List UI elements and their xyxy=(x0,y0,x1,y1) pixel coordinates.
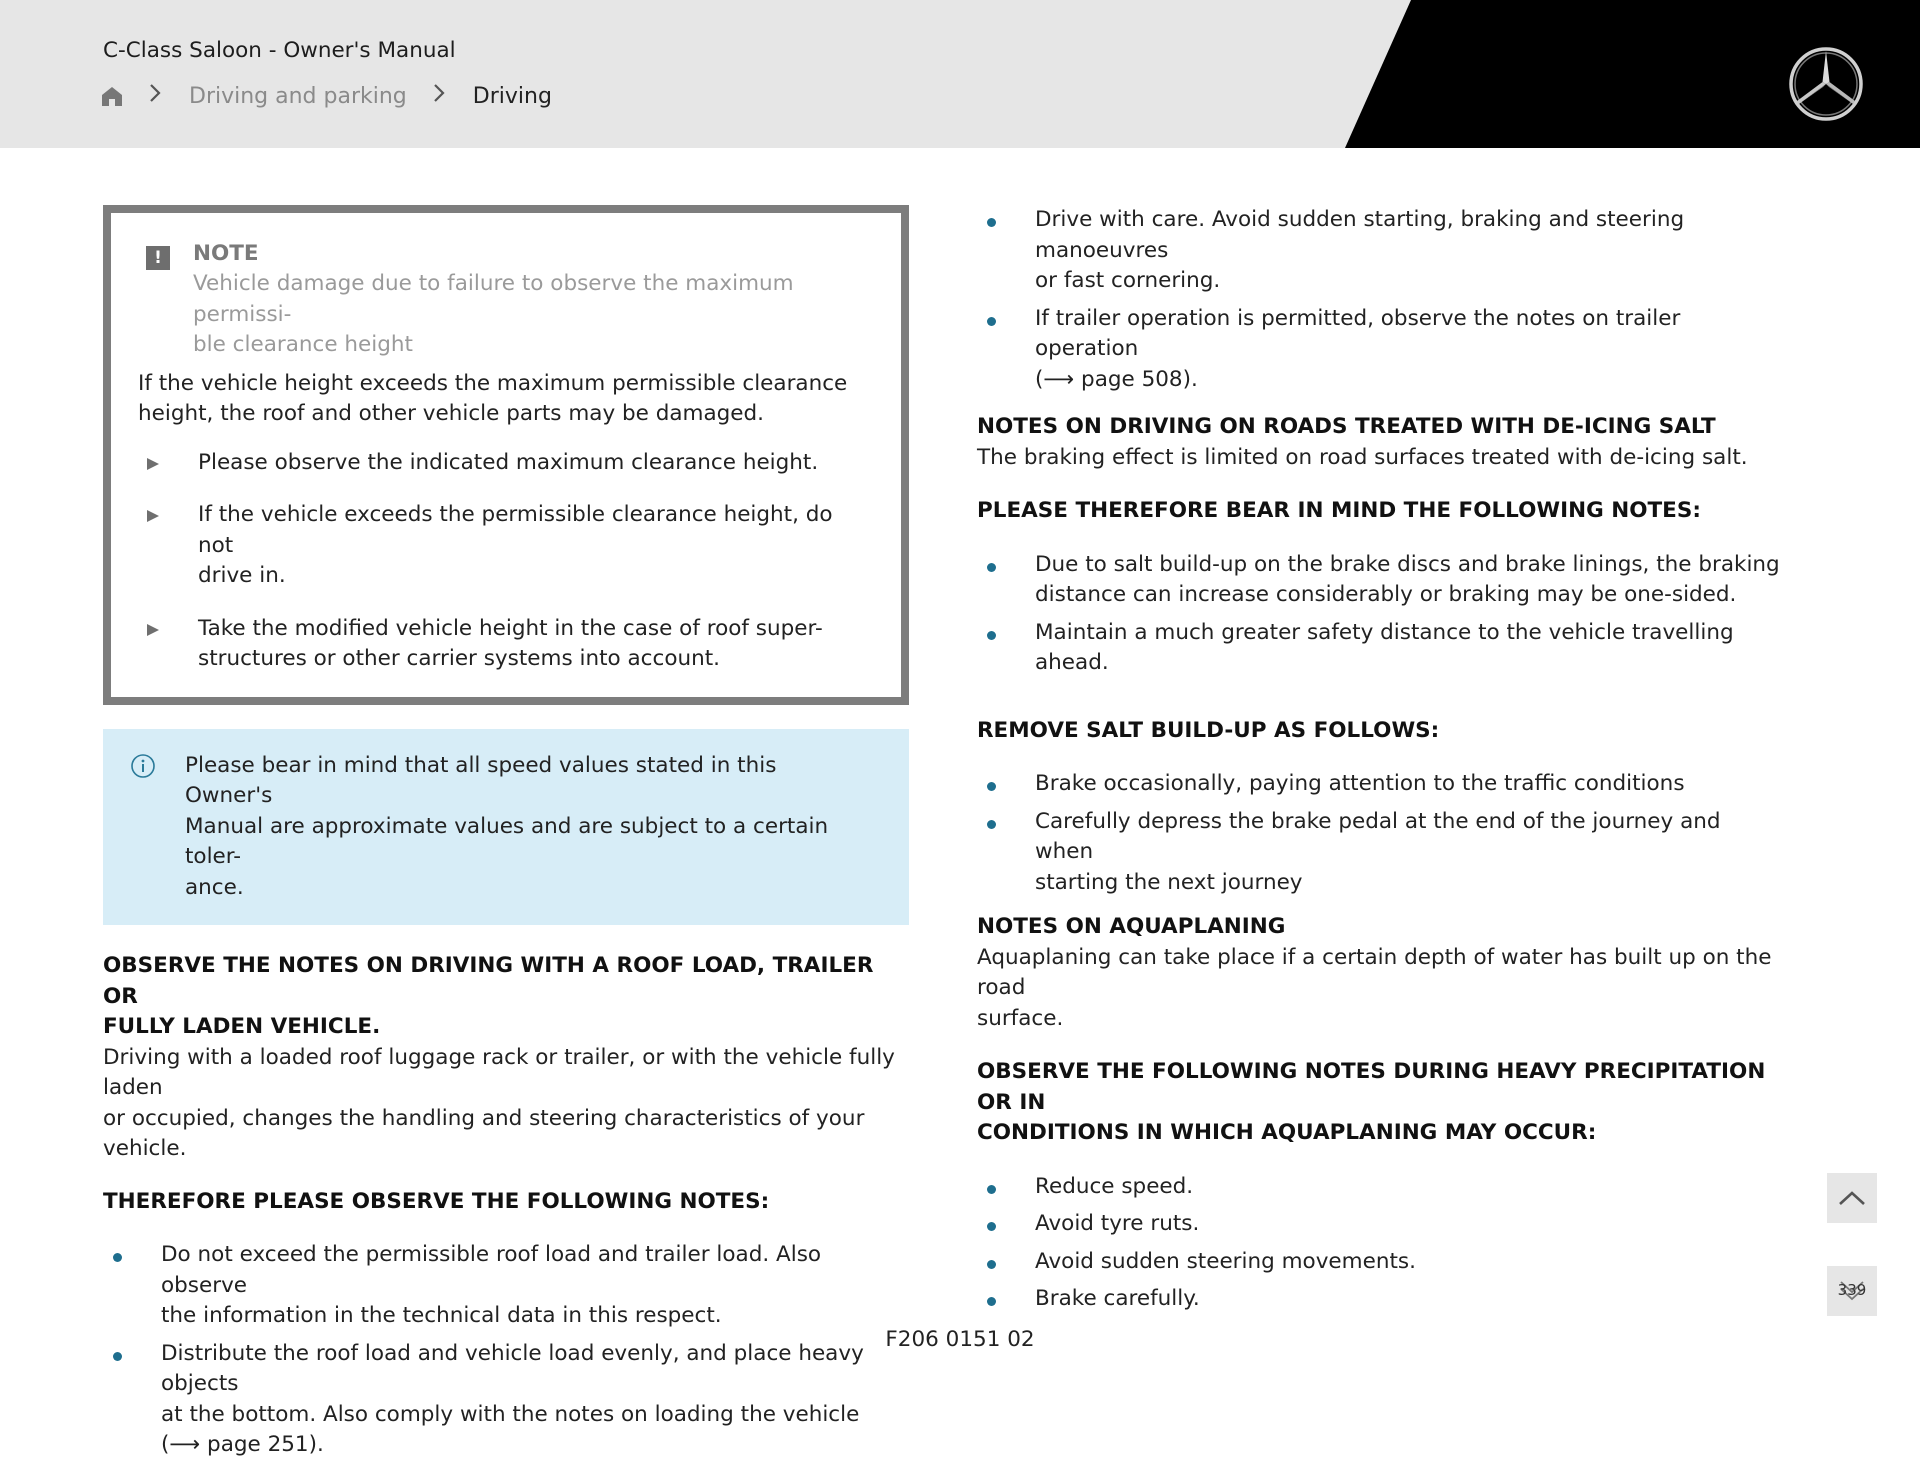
note-step: Please observe the indicated maximum clearance height. xyxy=(138,448,871,479)
salt-bullets xyxy=(977,550,1783,679)
left-column xyxy=(103,205,909,1468)
bullet-dot-icon xyxy=(987,218,996,227)
list-item: Brake occasionally, paying attention to the traffic conditions xyxy=(977,769,1783,800)
list-item: Do not exceed the permissible roof load and trailer load. Also observe the information in the technical data in this respect. xyxy=(103,1240,909,1332)
list-item: Distribute the roof load and vehicle load evenly, and place heavy objects at the bottom. Also comply with the notes on loading the vehicle (⟶ page 251). xyxy=(103,1339,909,1461)
bullet-dot-icon xyxy=(987,1297,996,1306)
section-heading: THEREFORE PLEASE OBSERVE THE FOLLOWING NOTES: xyxy=(103,1188,770,1214)
bullet-dot-icon xyxy=(987,1185,996,1194)
section-heading: OBSERVE THE NOTES ON DRIVING WITH A ROOF LOAD, TRAILER OR xyxy=(103,953,874,1009)
remove-salt-bullets xyxy=(977,769,1783,898)
note-label: NOTE xyxy=(193,241,259,266)
bullet-dot-icon xyxy=(113,1253,122,1262)
info-box: Please bear in mind that all speed values stated in this Owner's Manual are approximate values and are subject to a certain toler- ance. xyxy=(103,729,909,926)
note-steps xyxy=(138,448,871,675)
chevron-right-icon xyxy=(433,83,445,109)
chevron-right-icon xyxy=(149,83,161,109)
salt-body: The braking effect is limited on road surfaces treated with de-icing salt. xyxy=(977,444,1748,470)
bullet-dot-icon xyxy=(987,1260,996,1269)
note-body: If the vehicle height exceeds the maximum permissible clearance height, the roof and other vehicle parts may be damaged. xyxy=(138,370,848,426)
bullet-dot-icon xyxy=(987,782,996,791)
roof-load-section: OBSERVE THE NOTES ON DRIVING WITH A ROOF LOAD, TRAILER OR FULLY LADEN VEHICLE. Driving with a loaded roof luggage rack or trailer, or with the vehicle fully laden or occupied, changes the handling and steering characteristics of your vehicle. xyxy=(103,951,909,1165)
bullet-dot-icon xyxy=(113,1352,122,1361)
list-item: Drive with care. Avoid sudden starting, braking and steering manoeuvres or fast cornering. xyxy=(977,205,1783,297)
list-item: Avoid tyre ruts. xyxy=(977,1209,1783,1240)
section-heading: NOTES ON DRIVING ON ROADS TREATED WITH DE-ICING SALT xyxy=(977,414,1716,439)
note-box xyxy=(103,205,909,705)
note-subtitle-line-1: Vehicle damage due to failure to observe the maximum permissi- xyxy=(193,271,794,327)
page-number: 339 xyxy=(1837,1281,1867,1299)
breadcrumb-link-driving-and-parking[interactable]: Driving and parking xyxy=(189,83,407,109)
aquaplaning-bullets xyxy=(977,1172,1783,1315)
driving-bullets xyxy=(977,205,1783,395)
triangle-bullet-icon xyxy=(147,510,159,522)
note-step: If the vehicle exceeds the permissible clearance height, do not drive in. xyxy=(138,500,871,592)
section-heading: FULLY LADEN VEHICLE. xyxy=(103,1014,381,1039)
section-heading: PLEASE THEREFORE BEAR IN MIND THE FOLLOWING NOTES: xyxy=(977,498,1701,523)
section-heading: REMOVE SALT BUILD-UP AS FOLLOWS: xyxy=(977,717,1440,743)
note-header xyxy=(138,239,871,361)
list-item: Maintain a much greater safety distance to the vehicle travelling ahead. xyxy=(977,618,1783,679)
triangle-bullet-icon xyxy=(147,458,159,470)
header-bar xyxy=(0,0,1920,148)
list-item: Due to salt build-up on the brake discs and brake linings, the braking distance can increase considerably or braking may be one-sided. xyxy=(977,550,1783,611)
bullet-dot-icon xyxy=(987,317,996,326)
scroll-to-top-button[interactable] xyxy=(1827,1173,1877,1223)
bullet-dot-icon xyxy=(987,563,996,572)
breadcrumb-current: Driving xyxy=(472,83,552,109)
document-title: C-Class Saloon - Owner's Manual xyxy=(103,38,456,63)
bullet-dot-icon xyxy=(987,820,996,829)
home-icon[interactable] xyxy=(101,85,123,107)
brand-star-logo xyxy=(1787,45,1865,127)
info-icon xyxy=(130,753,156,783)
triangle-bullet-icon xyxy=(147,624,159,636)
note-step: Take the modified vehicle height in the case of roof super- structures or other carrier systems into account. xyxy=(138,614,871,675)
list-item: Carefully depress the brake pedal at the end of the journey and when starting the next journey xyxy=(977,807,1783,899)
document-code: F206 0151 02 xyxy=(885,1327,1035,1352)
chevron-up-icon xyxy=(1837,1189,1867,1207)
section-heading: NOTES ON AQUAPLANING xyxy=(977,914,1286,939)
list-item: If trailer operation is permitted, observe the notes on trailer operation (⟶ page 508). xyxy=(977,304,1783,396)
list-item: Reduce speed. xyxy=(977,1172,1783,1203)
bullet-dot-icon xyxy=(987,1222,996,1231)
list-item: Avoid sudden steering movements. xyxy=(977,1247,1783,1278)
page-number-button[interactable] xyxy=(1827,1266,1877,1316)
breadcrumb xyxy=(101,80,552,112)
bullet-dot-icon xyxy=(987,631,996,640)
warning-exclamation-icon: ! xyxy=(146,246,170,270)
section-heading: CONDITIONS IN WHICH AQUAPLANING MAY OCCUR: xyxy=(977,1120,1597,1145)
note-subtitle-line-2: ble clearance height xyxy=(193,332,413,357)
right-column: Drive with care. Avoid sudden starting, braking and steering manoeuvres or fast cornering. If trailer operation is permitted, observe the notes on trailer operation (⟶ page 508). NOTES ON DRIVING ON ROADS TREATED WITH DE-ICING SALT The braking effect is limited on road surfaces treated with de-icing salt. PLEASE THEREFORE BEAR IN MIND THE FOLLOWING NOTES: Due to salt build-up on the brake discs and brake linings, the braking distance can increase considerably or braking may be one-sided. Maintain a much greater safety distance to the vehicle travelling ahead. REMOVE SALT BUILD-UP AS FOLLOWS: Brake occasionally, paying attention to the traffic conditions Carefully depress the brake pedal at the end of the journey and when starting the next journey NOTES ON AQUAPLANING Aquaplaning can take place if a certain depth of water has built up on the road surface. OBSERVE THE FOLLOWING NOTES DURING HEAVY PRECIPITATION OR IN CONDITIONS IN WHICH AQUAPLANING MAY OCCUR: Reduce speed. Avoid tyre ruts. Avoid sudden steering movements. Brake carefully. xyxy=(977,205,1783,1322)
section-heading: OBSERVE THE FOLLOWING NOTES DURING HEAVY PRECIPITATION OR IN xyxy=(977,1059,1766,1115)
list-item: Brake carefully. xyxy=(977,1284,1783,1315)
